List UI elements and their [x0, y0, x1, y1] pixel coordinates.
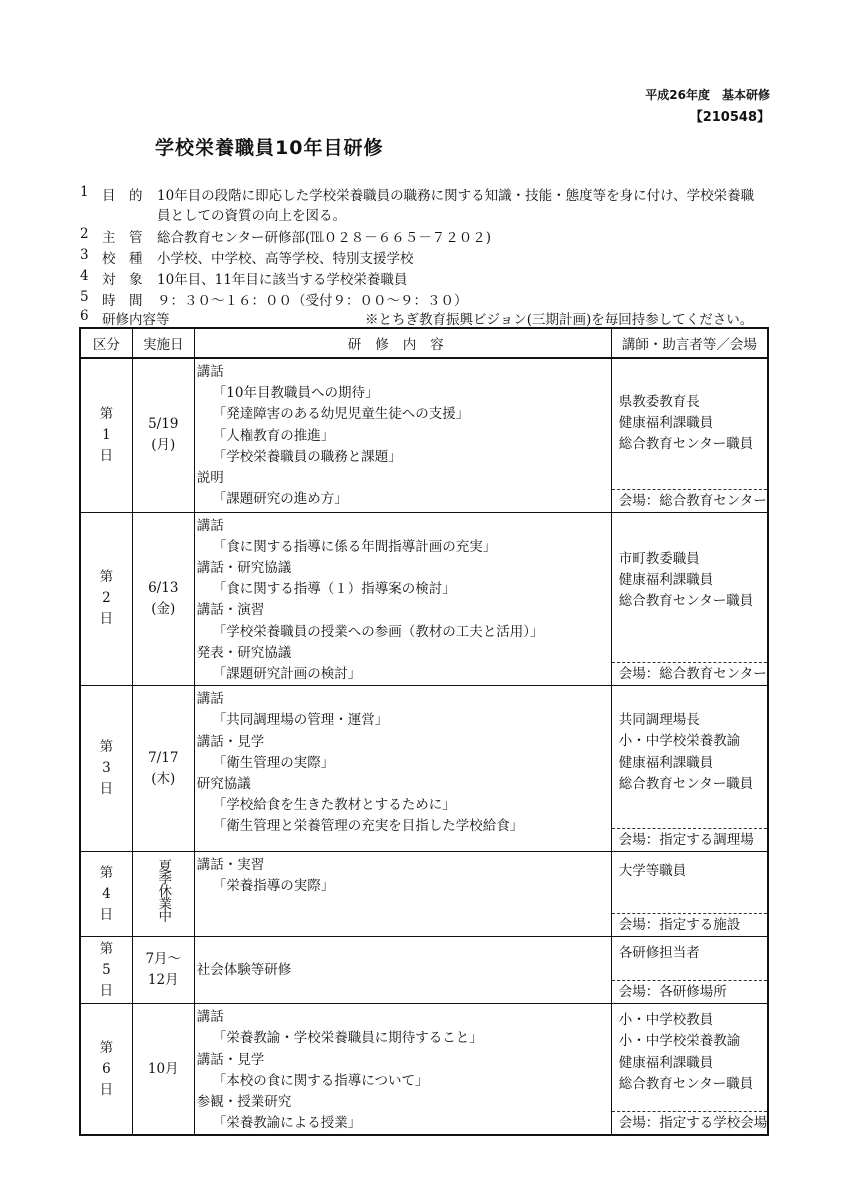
session-topic: 「発達障害のある幼児児童生徒への支援」	[212, 406, 470, 423]
lecturer-name: 健康福利課職員	[618, 1054, 714, 1071]
date-label: (木)	[151, 770, 176, 787]
date-label: 7月～	[145, 951, 182, 968]
day-label: 第	[99, 569, 114, 586]
info-num: 2	[80, 226, 89, 242]
date-cell	[132, 686, 194, 852]
header-content: 研修内容	[194, 328, 611, 358]
session-topic: 「栄養指導の実際」	[212, 878, 335, 895]
day-label: 日	[99, 447, 114, 464]
date-cell	[132, 852, 194, 937]
lecturer-name: 総合教育センター職員	[618, 775, 754, 792]
info-value: ９：３０～１６：００（受付９：００～９：３０）	[157, 293, 468, 309]
content-cell	[194, 686, 611, 852]
content-cell	[194, 937, 611, 1004]
day-label: 1	[102, 426, 111, 443]
date-label: 7/17	[148, 749, 179, 766]
session-topic: 「栄養教諭による授業」	[212, 1115, 362, 1132]
session-topic: 「食に関する指導（１）指導案の検討」	[212, 581, 456, 598]
info-value: 総合教育センター研修部(℡０２８－６６５－７２０２)	[157, 230, 491, 246]
info-num: 4	[80, 268, 89, 284]
venue-label: 会場：総合教育センター	[612, 662, 767, 685]
lecturer-cell	[611, 686, 768, 852]
info-num: 5	[80, 289, 89, 305]
lecturer-list	[619, 710, 763, 795]
venue-label: 会場：指定する学校会場	[612, 1111, 767, 1134]
session-type: 発表・研究協議	[196, 644, 292, 661]
info-label: 校 種	[102, 251, 143, 267]
info-value: 小学校、中学校、高等学校、特別支援学校	[157, 251, 414, 267]
lecturer-cell	[611, 937, 768, 1004]
header-lecturer: 講師・助言者等／会場	[611, 328, 768, 358]
session-topic: 「共同調理場の管理・運営」	[212, 712, 389, 729]
day-label: 6	[102, 1060, 111, 1077]
table-row	[80, 852, 768, 937]
lecturer-name: 総合教育センター職員	[618, 1075, 754, 1092]
date-cell	[132, 358, 194, 512]
day-cell	[80, 937, 132, 1004]
day-label: 日	[99, 781, 114, 798]
table-row	[80, 1004, 768, 1136]
page-title: 学校栄養職員10年目研修	[155, 137, 384, 159]
day-label: 第	[99, 940, 114, 957]
lecturer-name: 大学等職員	[618, 863, 687, 880]
session-type: 講話	[196, 364, 224, 380]
session-topic: 「本校の食に関する指導について」	[212, 1072, 429, 1089]
lecturer-name: 市町教委職員	[618, 550, 700, 567]
date-vertical: 夏季休業中	[155, 859, 172, 922]
lecturer-name: 小・中学校栄養教諭	[618, 1033, 741, 1050]
info-num: 3	[80, 247, 89, 263]
session-type: 講話	[196, 517, 224, 534]
day-label: 第	[99, 405, 114, 422]
session-topic: 「人権教育の推進」	[212, 427, 335, 444]
session-type: 講話・見学	[196, 733, 265, 750]
session-topic: 「学校栄養職員の職務と課題」	[212, 448, 402, 465]
session-type: 講話	[196, 691, 224, 708]
date-label: (金)	[151, 600, 176, 617]
session-topic: 「衛生管理と栄養管理の充実を目指した学校給食」	[212, 818, 524, 835]
venue-label: 会場：各研修場所	[612, 980, 767, 1003]
schedule-table	[79, 327, 769, 1136]
date-cell	[132, 1004, 194, 1136]
session-topic: 「食に関する指導に係る年間指導計画の充実」	[212, 538, 497, 555]
day-label: 日	[99, 982, 114, 999]
venue-label: 会場：指定する施設	[612, 913, 767, 936]
day-cell	[80, 358, 132, 512]
day-label: 4	[102, 885, 111, 902]
info-label: 時 間	[102, 293, 143, 309]
lecturer-list	[619, 943, 763, 964]
session-type: 講話・実習	[196, 857, 265, 874]
lecturer-cell	[611, 1004, 768, 1136]
lecturer-list	[619, 861, 763, 882]
content-cell	[194, 1004, 611, 1136]
info-num: 6	[80, 308, 89, 324]
date-label: 12月	[147, 972, 179, 989]
lecturer-name: 健康福利課職員	[618, 571, 714, 588]
header-year-line: 平成26年度 基本研修	[645, 88, 770, 102]
date-label: (月)	[151, 437, 176, 454]
lecturer-name: 総合教育センター職員	[618, 436, 754, 453]
bring-vision-note: ※とちぎ教育振興ビジョン(三期計画)を毎回持参してください。	[365, 312, 754, 328]
lecturer-name: 健康福利課職員	[618, 754, 714, 771]
header-code: 【210548】	[689, 110, 770, 125]
content-cell	[194, 358, 611, 512]
info-label: 研修内容等	[102, 312, 170, 328]
session-type: 参観・授業研究	[196, 1093, 292, 1110]
table-row	[80, 686, 768, 852]
lecturer-cell	[611, 358, 768, 512]
info-num: 1	[80, 184, 89, 200]
info-label: 対 象	[102, 272, 143, 288]
session-type: 説明	[196, 470, 224, 487]
header-category: 区分	[80, 328, 132, 358]
day-label: 3	[102, 760, 111, 777]
lecturer-name: 健康福利課職員	[618, 415, 714, 432]
info-value-cont: 員としての資質の向上を図る。	[157, 208, 346, 224]
lecturer-name: 小・中学校栄養教諭	[618, 733, 741, 750]
info-value: 10年目の段階に即応した学校栄養職員の職務に関する知識・技能・態度等を身に付け、学校栄養職	[157, 188, 755, 204]
content-cell	[194, 512, 611, 686]
lecturer-name: 県教委教育長	[618, 394, 700, 410]
lecturer-name: 総合教育センター職員	[618, 592, 754, 609]
lecturer-name: 共同調理場長	[618, 712, 700, 729]
day-label: 2	[102, 590, 111, 607]
lecturer-cell	[611, 852, 768, 937]
session-type: 講話・演習	[196, 602, 265, 619]
session-topic: 「10年目教職員への期待」	[212, 385, 379, 402]
session-topic: 「学校給食を生きた教材とするために」	[212, 797, 456, 814]
date-cell	[132, 512, 194, 686]
day-cell	[80, 512, 132, 686]
lecturer-name: 小・中学校教員	[618, 1012, 714, 1029]
date-label: 10月	[147, 1060, 179, 1077]
info-value: 10年目、11年目に該当する学校栄養職員	[157, 272, 408, 288]
lecturer-name: 各研修担当者	[618, 945, 700, 962]
session-topic: 「課題研究の進め方」	[212, 491, 348, 508]
day-label: 第	[99, 1039, 114, 1056]
date-label: 6/13	[148, 579, 179, 596]
session-topic: 「栄養教諭・学校栄養職員に期待すること」	[212, 1030, 483, 1047]
table-row	[80, 512, 768, 686]
table-row	[80, 937, 768, 1004]
lecturer-list	[619, 549, 763, 613]
venue-label: 会場：指定する調理場	[612, 828, 767, 851]
day-cell	[80, 1004, 132, 1136]
day-cell	[80, 686, 132, 852]
info-label: 目 的	[102, 188, 143, 204]
table-row	[80, 358, 768, 512]
session-topic: 「学校栄養職員の授業への参画（教材の工夫と活用）」	[212, 623, 544, 640]
session-type: 社会体験等研修	[196, 961, 292, 978]
lecturer-list	[619, 392, 763, 456]
session-topic: 「衛生管理の実際」	[212, 754, 335, 771]
session-type: 講話	[196, 1009, 224, 1026]
venue-label: 会場：総合教育センター	[612, 489, 767, 512]
info-label: 主 管	[102, 230, 143, 246]
session-type: 講話・見学	[196, 1051, 265, 1068]
lecturer-list	[619, 1010, 763, 1095]
day-label: 第	[99, 739, 114, 756]
session-type: 講話・研究協議	[196, 559, 292, 576]
date-cell	[132, 937, 194, 1004]
content-cell	[194, 852, 611, 937]
day-label: 5	[102, 961, 111, 978]
day-label: 日	[99, 1081, 114, 1098]
day-label: 日	[99, 611, 114, 628]
header-date: 実施日	[132, 328, 194, 358]
day-cell	[80, 852, 132, 937]
lecturer-cell	[611, 512, 768, 686]
table-header-row	[80, 328, 768, 358]
day-label: 第	[99, 864, 114, 881]
session-type: 研究協議	[196, 775, 251, 792]
session-topic: 「課題研究計画の検討」	[212, 665, 362, 682]
date-label: 5/19	[148, 416, 179, 433]
day-label: 日	[99, 906, 114, 923]
